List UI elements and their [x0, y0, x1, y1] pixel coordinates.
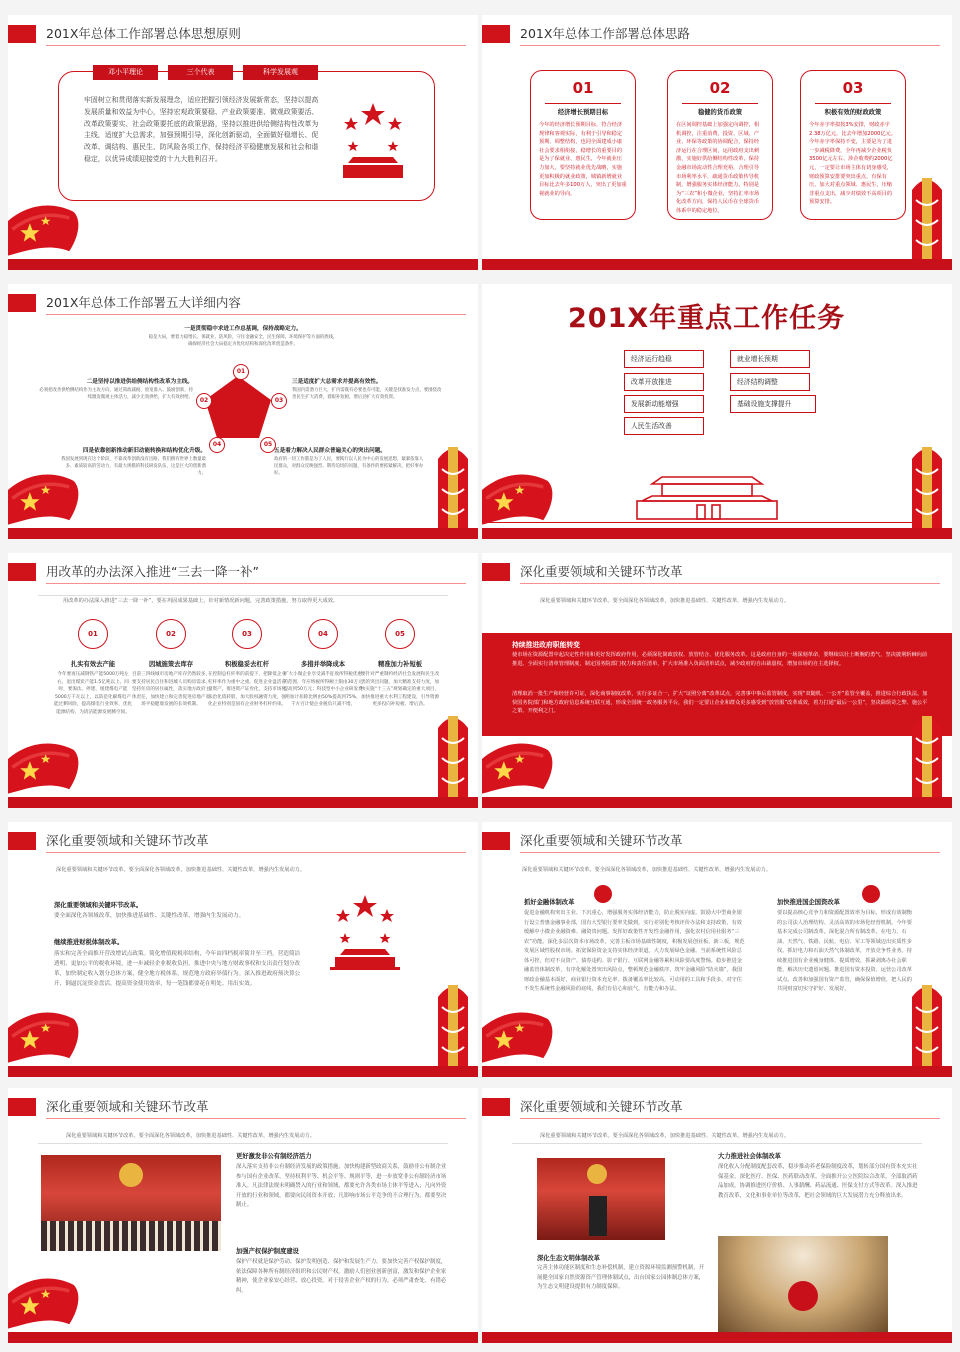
emblem-icon	[862, 885, 880, 903]
bottom-bar	[8, 528, 478, 539]
bottom-bar	[482, 528, 952, 539]
node-01: 01	[233, 364, 249, 380]
task-2: 就业增长预期	[730, 350, 810, 368]
task-7: 人民生活改善	[624, 417, 704, 435]
text-1: 深入落实支持非公有制经济发展的政策措施，加快构建新型政商关系，鼓励非公有制企业参与国有企业改革，坚持权利平等、机会平等、规则平等，进一步放宽非公有制经济市场准入。凡法律法规未明确禁入的行业和领域，都要允许各类市场主体平等进入；凡向外资开放的行业和领域，都要向民间资本开放；凡影响市场公平竞争的不合理行为，都要坚决制止。	[236, 1164, 447, 1208]
header-bar	[8, 1098, 36, 1116]
item-heading: 三是适度扩大总需求并提高有效性。	[292, 379, 382, 385]
slide-title: 201X年总体工作部署五大详细内容	[46, 295, 241, 310]
flag-decoration-icon	[8, 459, 98, 529]
item-1	[148, 325, 338, 348]
task-3: 改革开放推进	[624, 373, 704, 391]
item-text: 稳是大局，要着力稳增长、保就业、防风险，守住金融安全，民生保障、环境保护等方面的底线，确保经济社会大局稳定为优化结构和深化改革创造条件。	[148, 334, 338, 347]
body-text: 牢固树立和贯彻落实新发展理念，适应把握引领经济发展新常态，坚持以提高发展质量和效益为中心，坚持宏观政策要稳、产业政策要准、微观政策要活、改革政策要实、社会政策要托底的政策思路，坚持以推进供给侧结构性改革为主线，适度扩大总需求，加强预期引导，深化创新驱动，全面做好稳增长、促改革、调结构、惠民生、防风险各项工作，保持经济平稳健康发展和社会和谐稳定，以优异成绩迎接党的十九大胜利召开。	[84, 96, 319, 163]
task-1: 经济运行趋稳	[624, 350, 704, 368]
item-heading: 五是着力解决人民群众普遍关心的突出问题。	[274, 448, 386, 454]
node-02: 02	[196, 393, 212, 409]
card-text: 今年的经济增长预期目标，符合经济规律和客观实际，有利于引导和稳定预期、调整结构，也同全面建成小康社会要求相衔接，稳增长的重要目的是为了保就业、惠民生，今年就业压力加大，要坚持就业优先战略，实施更加积极的就业政策，城镇新增就业目标比去年多100万人，突出了更加重视就业的导向。	[539, 122, 627, 197]
header-bar	[482, 563, 510, 581]
intro-rule	[38, 1143, 448, 1144]
heading-2: 继续推进财税体制改革。	[54, 939, 124, 946]
intro-rule	[512, 1143, 922, 1144]
item-3	[292, 378, 442, 401]
card-text: 在区间调控基础上加强定向调控、相机调控，注重消费、投资、区域、产业、环保等政策的协调配合，保持经济运行在合理区间，运用政府支出刺激，实施好供给侧结构性改革，保持金融市场流动性合理充裕，合理引导市场利率水平，疏通货币政策传导机制，增强服务实体经济能力，特别是为“三农”和小微企业，坚持汇率市场化改革方向，保持人民币在全球货币体系中的稳定地位。	[676, 122, 760, 214]
bottom-bar	[8, 1332, 478, 1343]
pillar-decoration-icon	[428, 439, 478, 529]
bottom-bar	[8, 1066, 478, 1077]
flag-decoration-icon	[482, 997, 572, 1067]
slide-title: 201X年总体工作部署总体思路	[520, 26, 690, 41]
heading-1: 抓好金融体制改革	[524, 899, 575, 906]
header-bar	[482, 832, 510, 850]
item-heading: 二是坚持以推进供给侧结构性改革为主线。	[86, 379, 193, 385]
slide-8	[482, 822, 952, 1077]
title-rule	[520, 852, 940, 853]
speaker-figure	[589, 1196, 607, 1236]
slide-3	[8, 284, 478, 539]
slide-4	[482, 284, 952, 539]
flag-decoration-icon	[482, 728, 572, 798]
flag-decoration-icon	[482, 459, 572, 529]
pillar-decoration-icon	[902, 708, 952, 798]
big-title: 201X年重点工作任务	[568, 303, 846, 334]
pillar-decoration-icon	[902, 977, 952, 1067]
intro-text: 深化重要领域和关键环节改革。要全面深化各领域改革，加快推进基础性、关键性改革，增强内生发展动力。	[66, 1133, 316, 1139]
heading-1: 大力推进社会体制改革	[718, 1153, 781, 1160]
heading-1: 深化重要领域和关键环节改革。	[54, 902, 143, 909]
text-1: 深化收入分配制度配套改革，稳步推动养老保险制度改革，划转部分国有资本充实社保基金。深化医疗、医保、医药联动改革。全面推开公立医院综合改革，全部取消药品加成，协调推进医疗价格、人事薪酬、药品流通、医保支付方式等改革。深入推进教育改革，文化和事业单位等改革，把社会领域的巨大发展潜力充分释放出来。	[718, 1164, 918, 1199]
header-bar	[8, 832, 36, 850]
text-1: 要全面深化各领域改革，加快推进基础性、关键性改革，增强内生发展动力。	[54, 913, 245, 919]
red-band	[482, 633, 952, 736]
title-rule	[46, 314, 466, 315]
card-1	[530, 70, 636, 220]
item-text: 今年要再压减钢铁产能5000万吨左右，退出煤炭产能1.5亿吨以上。同时，要淘汰、停建、缓建煤电产能5000万千瓦以上，以防范化解煤电产能过剩风险，提高煤电行业效率，优化能源结构，为清洁能源发展腾空间。	[53, 672, 133, 715]
item-number: 03	[232, 619, 262, 649]
title-rule	[46, 852, 466, 853]
card-number: 03	[842, 79, 864, 97]
slide-1	[8, 15, 478, 270]
text-2: 要以提高核心竞争力和资源配置效率为目标，形成有效制衡的公司法人治理结构、灵活高效的市场化经营机制。今年要基本完成公司制改革。深化混合所有制改革，在电力、石油、天然气、铁路、民航、电信、军工等领域迈出实质性步伐。抓好电力和石油天然气体制改革，开放竞争性业务。持续推进国有企业瘦身健体、提质增效，抓紧剥离办社会职能，解决历史遗留问题。推进国有资本投资、运营公司改革试点。改善和加强国有资产监管，确保保值增值，把人民的共同财富切实守护好、发展好。	[777, 910, 912, 992]
card-heading: 稳健的货币政策	[697, 109, 743, 116]
band-paragraph-1: 使市场在资源配置中起决定性作用和更好发挥政府作用，必须深化简政放权、放管结合、优化服务改革。这是政府自身的一场深刻革命，要继续以壮士断腕的勇气，坚决披荆斩棘向前推进。全面实行清单管理制度，制定国务院部门权力和责任清单，扩大市场准入负面清单试点，减少政府的自由裁量权，增加市场的自主选择权。	[512, 652, 928, 667]
item-text: 扩大小微企业享受减半征收所得税优惠的范围，年应纳税所得额上限由30万元提高到50万元；科技型中小企业研发费用加计扣除比例由50%提高到75%，千方百计使企业税负只减不增。	[283, 672, 363, 708]
card-heading: 经济增长预期目标	[557, 109, 609, 116]
bottom-bar	[8, 797, 478, 808]
heading-2: 深化生态文明体制改革	[537, 1255, 600, 1262]
item-heading: 积极稳妥去杠杆	[224, 661, 270, 668]
item-number: 05	[385, 619, 415, 649]
item-4	[283, 619, 363, 709]
item-2	[131, 619, 211, 709]
bottom-bar	[482, 1332, 952, 1343]
flag-decoration-icon	[8, 190, 98, 260]
node-04: 04	[209, 437, 225, 453]
tiananmen-icon	[343, 103, 403, 183]
item-heading: 精准加力补短板	[377, 661, 423, 668]
flag-decoration-icon	[8, 1263, 98, 1333]
bottom-bar	[482, 259, 952, 270]
card-number: 01	[572, 79, 594, 97]
node-03: 03	[271, 393, 287, 409]
text-1: 促进金融机构突出主业、下沉重心，增强服务实体经济能力，防止脱实向虚。鼓励大中型商业银行设立普惠金融事业部，国有大型银行要率先做到，实行差别化考核评价办法和支持政策，有效缓解中小微企业融资难、融资贵问题。发挥好政策性开发性金融作用，强化农村信用社服务“三农”功能。深化多层次资本市场改革，完善主板市场基础性制度，积极发展创业板、新三板，规范发展区域性股权市场。拓宽保险资金支持实体经济渠道。大力发展绿色金融。当前系统性风险总体可控，但对不良资产、债券违约、影子银行、互联网金融等累积风险要高度警惕。稳步推进金融监管体制改革，有序化解处置突出风险点，整顿规范金融秩序，筑牢金融风险“防火墙”。我国财政金融基本面好，商业银行资本充足率、拨备覆盖率比较高，可动用的工具和手段多，对守住不发生系统性金融风险的底线，我们有信心和底气，有能力和办法。	[524, 910, 745, 992]
divider	[815, 103, 891, 104]
band-paragraph-2: 清理取消一批生产和经营许可证，深化商事制度改革，实行多证合一，扩大“证照分离”改革试点，完善事中事后监管制度，实现“双随机、一公开”监管全覆盖，推进综合行政执法。加快国务院部门和地方政府信息系统互联互通，形成全国统一政务服务平台，我们一定要让企业和群众更多感受到“放管服”改革成效，着力打通“最后一公里”，坚决除烦苛之弊、施公平之策、开便利之门。	[512, 691, 928, 715]
item-text: 我国发展到现在这个阶段，不靠改革创新没有出路。我们拥有世界上数量最多、素质较高的劳动力，有最大规模的科技研发队伍，这是巨大的创新潜力。	[61, 456, 206, 476]
hall-photo	[41, 1155, 221, 1251]
node-05: 05	[260, 437, 276, 453]
item-heading: 因城施策去库存	[148, 661, 194, 668]
pillar-decoration-icon	[428, 977, 478, 1067]
tag-1: 邓小平理论	[93, 65, 158, 80]
slide-10	[482, 1088, 952, 1343]
item-number: 04	[308, 619, 338, 649]
item-text: 在控制总杠杆率的前提下，把降低企业杠杆率作为重中之重。促进企业盘活存量资产，推进资产证券化，支持市场化法治化债转股，加大股权融资力度，强化企业特别是国有企业财务杠杆约束。	[207, 672, 287, 708]
intro-text: 深化重要领域和关键环节改革。要全面深化各领域改革，加快推进基础性、关键性改革，增强内生发展动力。	[540, 598, 790, 604]
item-text: 要针对严重制约经济社会发展和民生改善的突出问题，加大精准支持力度，加快实施“十三五”规划确定的重大项目，加快推进重大水利工程建设，引导资源更多投向补短板、增后劲。	[360, 672, 440, 708]
tiananmen-outline-icon	[632, 469, 782, 524]
card-number: 02	[709, 79, 731, 97]
item-heading: 一是贯彻稳中求进工作总基调，保持战略定力。	[184, 326, 302, 332]
pillar-decoration-icon	[428, 708, 478, 798]
slide-7	[8, 822, 478, 1077]
item-text: 政府的一切工作都是为了人民，要践行以人民为中心的发展思想，紧紧依靠人民群众，对群众反映强烈、期待迫切的问题，有条件的要抓紧解决，把好事办好。	[274, 456, 424, 476]
slide-title: 深化重要领域和关键环节改革	[46, 1099, 209, 1114]
header-bar	[482, 1098, 510, 1116]
bottom-bar	[8, 259, 478, 270]
task-4: 经济结构调整	[730, 373, 810, 391]
emblem-icon	[788, 1281, 818, 1311]
tag-2: 三个代表	[168, 65, 233, 80]
item-text: 目前三四线城市房地产库存仍然较多，要支持居民自住和进城人员购房需求。坚持住房的居住属性，落实地方政府主体责任，加快建立和完善促进房地产市场平稳健康发展的长效机制。	[131, 672, 211, 708]
card-text: 今年赤字率拟按3%安排，财政赤字2.38万亿元，比去年增加2000亿元。今年赤字率保持不变，主要是为了进一步减税降费，全年再减少企业税负3500亿元左右、涉企收费约2000亿元，一定要让市场主体有切身感受，财政预算安排要突出重点，有保有压，加大对重点领域、惠民生、压缩非重点支出，减少对绩效不高项目的预算安排。	[809, 122, 897, 206]
slide-title: 深化重要领域和关键环节改革	[520, 1099, 683, 1114]
item-number: 02	[156, 619, 186, 649]
pillar-decoration-icon	[902, 170, 952, 260]
slide-title: 201X年总体工作部署总体思想原则	[46, 26, 241, 41]
heading-2: 加快推进国企国资改革	[777, 899, 840, 906]
great-hall-photo	[718, 1236, 888, 1333]
slide-2	[482, 15, 952, 270]
task-6: 基础设施支撑提升	[730, 395, 816, 413]
bottom-bar	[482, 797, 952, 808]
slide-6	[482, 553, 952, 808]
item-1	[53, 619, 133, 717]
pillar-decoration-icon	[902, 439, 952, 529]
item-heading: 四是依靠创新推动新旧动能转换和结构优化升级。	[82, 448, 206, 454]
emblem-icon	[119, 1163, 143, 1187]
item-heading: 多措并举降成本	[300, 661, 346, 668]
intro-text: 深化重要领域和关键环节改革。要全面深化各领域改革，加快推进基础性、关键性改革，增强内生发展动力。	[540, 1133, 790, 1139]
item-3	[207, 619, 287, 709]
card-3	[800, 70, 906, 220]
text-2: 落实和完善全面推开营改增试点政策。简化增值税税率结构，今年由四档税率简并至三档，营造简洁透明、更加公平的税收环境，进一步减轻企业税收负担。推进中央与地方财政事权和支出责任划分改革，加快制定收入划分总体方案，健全地方税体系，规范地方政府举债行为。深入推进政府预决算公开，倒逼沉淀资金盘活，提高资金使用效率，每一笔钱都要花在明处、用出实效。	[54, 951, 301, 987]
item-2	[38, 378, 193, 401]
title-rule	[520, 45, 940, 46]
flag-decoration-icon	[8, 997, 98, 1067]
intro-text: 用改革的办法深入推进“三去一降一补”，要在巩固成果基础上，针对新情况新问题，完善政策措施，努力取得更大成效。	[63, 598, 339, 604]
slide-title: 深化重要领域和关键环节改革	[520, 564, 683, 579]
slide-title: 深化重要领域和关键环节改革	[46, 833, 209, 848]
tag-3: 科学发展观	[243, 65, 318, 80]
bottom-bar	[482, 1066, 952, 1077]
header-bar	[482, 25, 510, 43]
title-rule	[46, 45, 466, 46]
speaker-photo	[537, 1158, 665, 1240]
emblem-icon	[594, 885, 612, 903]
header-bar	[8, 25, 36, 43]
band-heading: 持续推进政府职能转变	[512, 641, 580, 649]
divider	[682, 103, 758, 104]
item-5	[360, 619, 440, 709]
slide-title: 用改革的办法深入推进“三去一降一补”	[46, 564, 259, 579]
heading-1: 更好激发非公有制经济活力	[236, 1153, 312, 1160]
delegates-row	[41, 1221, 221, 1251]
item-heading: 扎实有效去产能	[70, 661, 116, 668]
title-rule	[520, 1118, 940, 1119]
tiananmen-icon	[330, 890, 410, 990]
emblem-icon	[587, 1164, 607, 1184]
text-2: 完善主体功能区制度和生态补偿机制，建立资源环境监测预警机制，开展健全国家自然资源资产管理体制试点，出台国家公园体制总体方案，为生态文明建设提供有力制度保障。	[537, 1265, 705, 1290]
header-bar	[8, 563, 36, 581]
intro-rule	[38, 595, 448, 596]
card-heading: 积极有效的财政政策	[824, 109, 882, 116]
title-rule	[520, 583, 940, 584]
slide-5	[8, 553, 478, 808]
flag-decoration-icon	[8, 728, 98, 798]
slide-title: 深化重要领域和关键环节改革	[520, 833, 683, 848]
title-rule	[46, 1118, 466, 1119]
header-bar	[8, 294, 36, 312]
intro-text: 深化重要领域和关键环节改革。要全面深化各领域改革，加快推进基础性、关键性改革，增强内生发展动力。	[56, 867, 306, 873]
item-5	[274, 447, 424, 477]
item-number: 01	[78, 619, 108, 649]
task-5: 发展新动能增强	[624, 395, 704, 413]
text-2: 保护产权就是保护劳动、保护发明创造、保护和发展生产力。要加快完善产权保护制度，依法保障各种所有制经济组织和公民财产权。激励人们创业创新创富，激发和保护企业家精神，使企业家安心经营、放心投资。对于侵害企业产权的行为，必须严肃查处、有错必纠。	[236, 1259, 447, 1294]
divider	[545, 103, 621, 104]
title-rule	[46, 583, 466, 584]
slide-9	[8, 1088, 478, 1343]
card-2	[667, 70, 773, 220]
heading-2: 加强产权保护制度建设	[236, 1248, 299, 1255]
intro-text: 深化重要领域和关键环节改革。要全面深化各领域改革，加快推进基础性、关键性改革，增强内生发展动力。	[522, 867, 772, 873]
item-text: 我国内需潜力巨大，扩内需既有必要也有可能，关键是找准发力点，要围绕改善民生扩大消费，着眼补短板，增后劲扩大有效投资。	[292, 387, 442, 400]
item-text: 必须把改善供给侧结构作为主攻方向，通过简政减税、放宽准入、鼓励创新，持续激发微观主体活力，减少无效供给，扩大有效供给。	[39, 387, 193, 400]
